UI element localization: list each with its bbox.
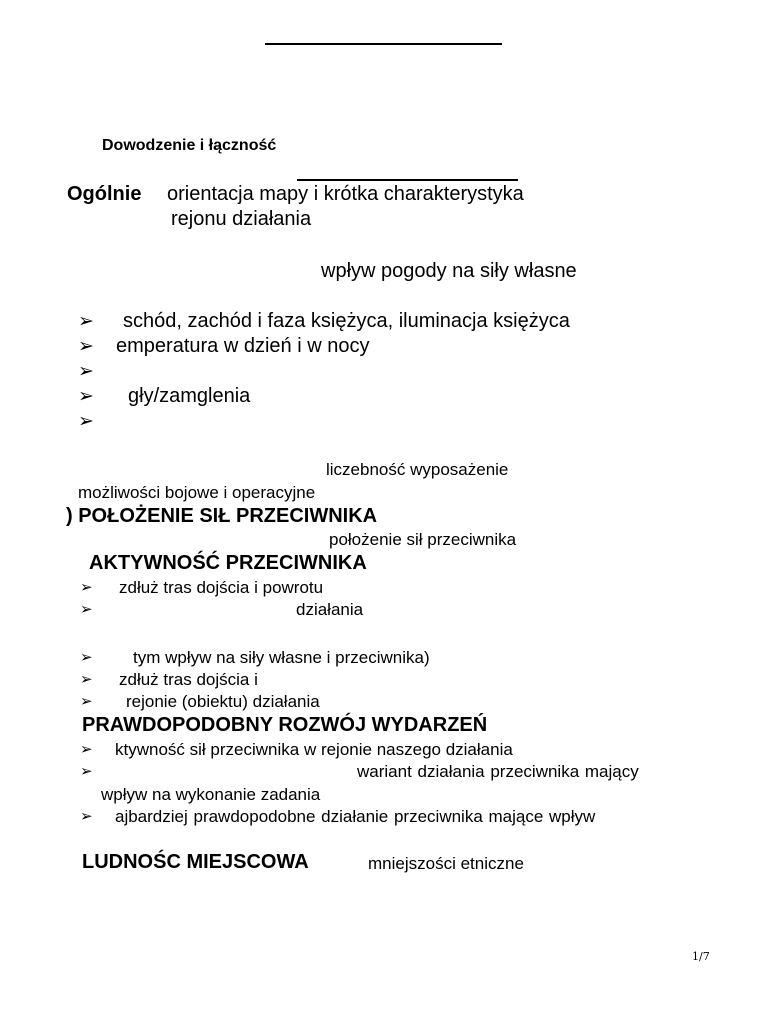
arrow-bullet-icon: ➢ <box>78 335 94 357</box>
weather-title: wpływ pogody na siły własne <box>321 260 577 282</box>
arrow-bullet-icon: ➢ <box>80 807 93 825</box>
weather-item: emperatura w dzień i w nocy <box>116 335 370 357</box>
population-text: mniejszości etniczne <box>368 854 524 873</box>
development-item-continuation: wpływ na wykonanie zadania <box>101 785 321 804</box>
capabilities-text: możliwości bojowe i operacyjne <box>78 483 316 502</box>
enemy-position-heading: ) POŁOŻENIE SIŁ PRZECIWNIKA <box>66 505 378 527</box>
general-text-line1: orientacja mapy i krótka charakterystyka <box>167 183 524 205</box>
arrow-bullet-icon: ➢ <box>78 385 94 407</box>
arrow-bullet-icon: ➢ <box>80 740 93 758</box>
arrow-bullet-icon: ➢ <box>78 360 94 382</box>
development-item: ajbardziej prawdopodobne działanie przeciwnika mające wpływ <box>115 807 596 826</box>
population-heading: LUDNOŚC MIEJSCOWA <box>82 851 309 873</box>
development-item: ktywność sił przeciwnika w rejonie naszego działania <box>115 740 513 759</box>
arrow-bullet-icon: ➢ <box>78 410 94 432</box>
weather-item: schód, zachód i faza księżyca, iluminacja księżyca <box>123 310 570 332</box>
strength-text: liczebność wyposażenie <box>326 460 509 479</box>
section-title: Dowodzenie i łączność <box>102 137 277 154</box>
activity-item: zdłuż tras dojścia i <box>119 670 258 689</box>
page-number: 1/7 <box>692 950 710 963</box>
activity-item: tym wpływ na siły własne i przeciwnika) <box>133 648 430 667</box>
arrow-bullet-icon: ➢ <box>80 670 93 688</box>
title-underline <box>297 179 518 181</box>
arrow-bullet-icon: ➢ <box>80 692 93 710</box>
enemy-activity-heading: AKTYWNOŚĆ PRZECIWNIKA <box>89 552 367 574</box>
general-label: Ogólnie <box>67 183 142 205</box>
top-rule <box>265 43 502 45</box>
activity-item: rejonie (obiektu) działania <box>126 692 320 711</box>
activity-item: działania <box>296 600 364 619</box>
arrow-bullet-icon: ➢ <box>78 310 94 332</box>
arrow-bullet-icon: ➢ <box>80 648 93 666</box>
general-text-line2: rejonu działania <box>171 208 312 230</box>
enemy-position-text: położenie sił przeciwnika <box>329 530 517 549</box>
development-item: wariant działania przeciwnika mający <box>357 762 639 781</box>
weather-item: gły/zamglenia <box>128 385 251 407</box>
arrow-bullet-icon: ➢ <box>80 762 93 780</box>
activity-item: zdłuż tras dojścia i powrotu <box>119 578 324 597</box>
arrow-bullet-icon: ➢ <box>80 600 93 618</box>
arrow-bullet-icon: ➢ <box>80 578 93 596</box>
development-heading: PRAWDOPODOBNY ROZWÓJ WYDARZEŃ <box>82 714 488 736</box>
